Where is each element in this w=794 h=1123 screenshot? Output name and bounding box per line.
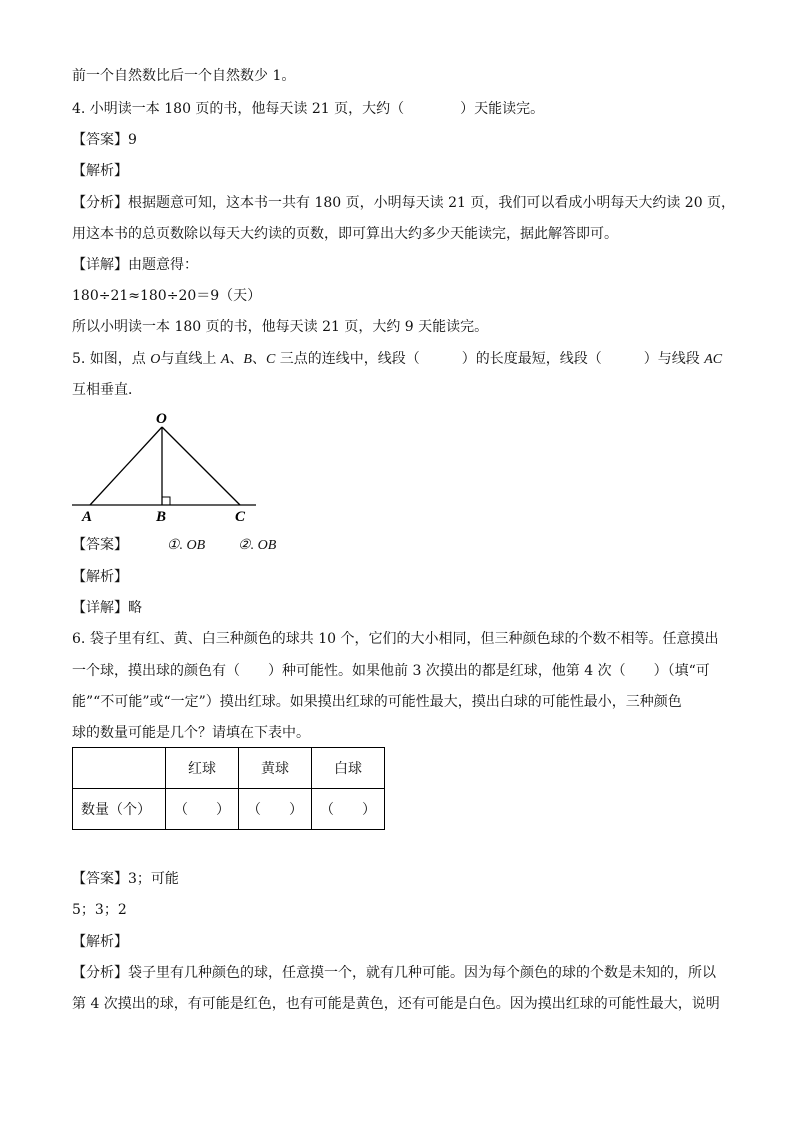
question-6: 6. 袋子里有红、黄、白三种颜色的球共 10 个，它们的大小相同，但三种颜色球的个数不相等。任意摸出 <box>72 631 719 647</box>
question-6: 一个球，摸出球的颜色有（ ）种可能性。如果他前 3 次摸出的都是红球，他第 4 次（ ）（填“可 <box>72 663 710 679</box>
answer-line: 【答案】3；可能 <box>72 871 179 887</box>
table-blank-cell: （ ） <box>239 789 312 830</box>
text-line: 前一个自然数比后一个自然数少 1。 <box>72 68 296 84</box>
table-header-cell: 红球 <box>166 748 239 789</box>
question-text: 、 <box>229 351 244 367</box>
label-O: O <box>156 411 167 427</box>
question-text: 三点的连线中，线段（ ）的长度最短，线段（ ）与线段 <box>275 351 705 367</box>
table-blank-cell: （ ） <box>166 789 239 830</box>
answer-value: 9 <box>128 132 137 148</box>
answer-line <box>72 535 276 556</box>
analysis-heading: 【解析】 <box>72 569 128 585</box>
question-4: 4. 小明读一本 180 页的书，他每天读 21 页，大约（ ）天能读完。 <box>72 101 545 117</box>
answer-value: ②. OB <box>238 538 277 553</box>
analysis-heading: 【解析】 <box>72 934 128 950</box>
table-blank-cell: （ ） <box>312 789 385 830</box>
detail-heading: 【详解】略 <box>72 600 142 616</box>
question-6: 能”“不可能”或“一定”）摸出红球。如果摸出红球的可能性最大，摸出白球的可能性最小，三种颜色 <box>72 694 682 710</box>
question-5-cont: 互相垂直． <box>72 382 142 398</box>
table-row-label: 数量（个） <box>73 789 166 830</box>
answer-line <box>72 130 137 150</box>
question-6: 球的数量可能是几个？请填在下表中。 <box>72 725 310 741</box>
question-5 <box>72 349 722 370</box>
segment-OC <box>162 427 240 505</box>
answer-table <box>72 747 385 830</box>
answer-label: 【答案】 <box>72 537 128 553</box>
segment-OA <box>90 427 162 505</box>
conclusion: 所以小明读一本 180 页的书，他每天读 21 页，大约 9 天能读完。 <box>72 319 489 335</box>
question-text: 5. 如图，点 <box>72 351 151 367</box>
label-C: C <box>235 509 246 525</box>
label-B: B <box>156 509 167 525</box>
answer-line: 5；3；2 <box>72 902 127 918</box>
point-label: B <box>243 352 252 367</box>
answer-value: ①. OB <box>166 538 206 553</box>
table-header-cell <box>73 748 166 789</box>
triangle-figure <box>70 407 260 525</box>
question-text: 、 <box>251 351 266 367</box>
calculation: 180÷21≈180÷20＝9（天） <box>72 288 262 304</box>
detail-heading: 【详解】由题意得： <box>72 257 198 273</box>
answer-label: 【答案】 <box>72 132 128 148</box>
label-A: A <box>82 509 93 525</box>
point-label: A <box>220 352 230 367</box>
analysis-text: 用这本书的总页数除以每天大约读的页数，即可算出大约多少天能读完，据此解答即可。 <box>72 226 618 242</box>
table-header-cell: 黄球 <box>239 748 312 789</box>
analysis-text: 第 4 次摸出的球，有可能是红色，也有可能是黄色，还有可能是白色。因为摸出红球的可能性最大，说明 <box>72 996 720 1012</box>
table-header-cell: 白球 <box>312 748 385 789</box>
table-row <box>73 789 385 830</box>
point-label: O <box>150 352 161 367</box>
right-angle-mark <box>162 497 170 505</box>
point-label: C <box>265 352 276 367</box>
question-text: 与直线上 <box>160 351 221 367</box>
analysis-text: 【分析】袋子里有几种颜色的球，任意摸一个，就有几种可能。因为每个颜色的球的个数是未知的，所以 <box>72 965 716 981</box>
table-row <box>73 748 385 789</box>
segment-label: AC <box>704 352 723 367</box>
analysis-heading: 【解析】 <box>72 163 128 179</box>
analysis-text: 【分析】根据题意可知，这本书一共有 180 页，小明每天读 21 页，我们可以看成小明每天大约读 20 页， <box>72 195 736 211</box>
